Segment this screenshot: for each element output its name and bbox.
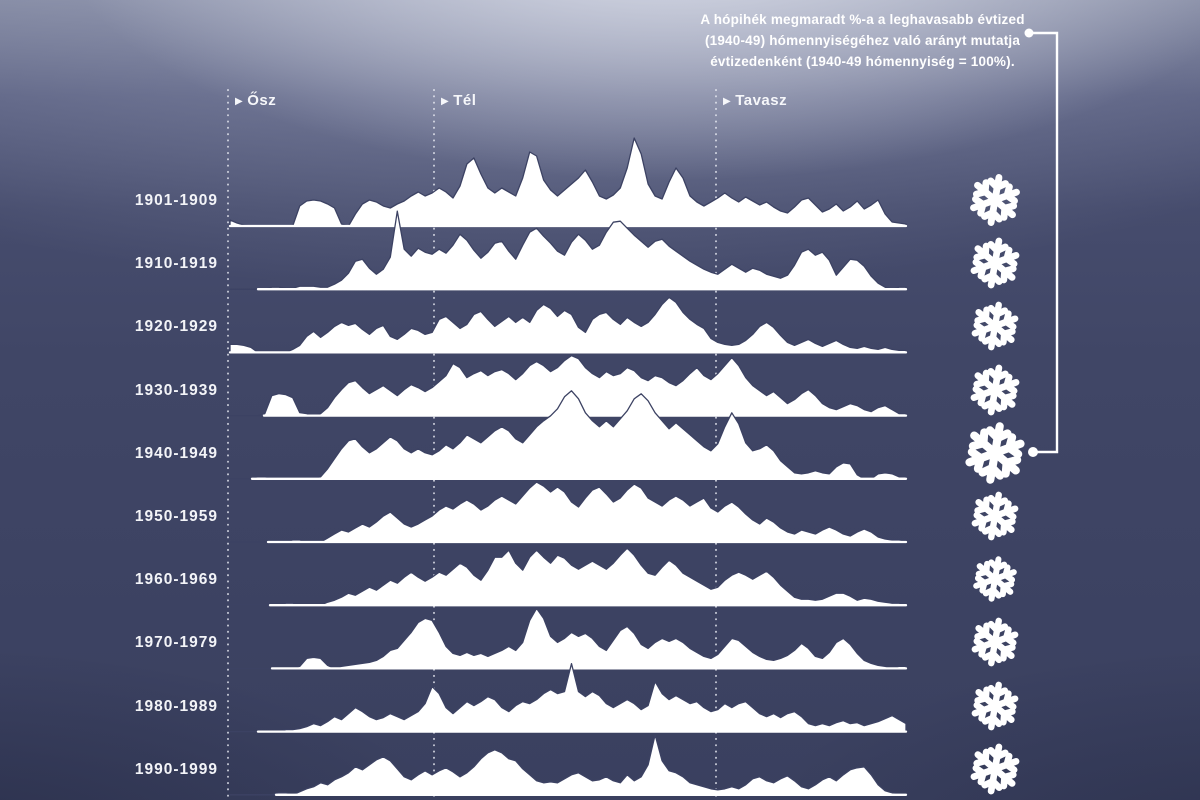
season-label-0 — [235, 92, 276, 109]
annotation-line-1: A hópihék megmaradt %-a a leghavasabb évtized — [700, 12, 1025, 27]
snowflake-icon-1980-1989 — [973, 682, 1017, 731]
decade-label-1901-1909: 1901-1909 — [134, 192, 218, 209]
snowflake-icon-1940-1949 — [967, 422, 1023, 484]
decade-label-1930-1939: 1930-1939 — [134, 382, 218, 399]
area-1950-1959 — [230, 482, 906, 542]
area-1990-1999 — [230, 735, 906, 795]
season-label-text: Ősz — [247, 92, 277, 109]
season-marker-triangle-icon: ▶ — [235, 96, 244, 107]
snowflake-icon-1901-1909 — [972, 174, 1019, 226]
annotation-connector-line — [1029, 33, 1057, 452]
season-label-text: Tavasz — [735, 92, 788, 109]
annotation-connector-dot-bottom — [1028, 447, 1038, 457]
area-1920-1929 — [230, 297, 906, 352]
area-1970-1979 — [230, 608, 906, 668]
snowflake-icon-1920-1929 — [973, 302, 1017, 351]
decade-label-1960-1969: 1960-1969 — [134, 571, 218, 588]
decade-label-1950-1959: 1950-1959 — [134, 508, 218, 525]
area-1980-1989 — [230, 664, 906, 732]
decade-label-1990-1999: 1990-1999 — [134, 761, 218, 778]
annotation-line-2: (1940-49) hómennyiségéhez való arányt mutatja — [704, 32, 1021, 48]
snowflake-icon-1990-1999 — [972, 744, 1018, 795]
decade-label-1980-1989: 1980-1989 — [134, 698, 218, 715]
snowflake-icon-1970-1979 — [973, 618, 1017, 667]
season-label-2 — [723, 92, 787, 109]
season-marker-triangle-icon: ▶ — [723, 96, 732, 107]
area-1901-1909 — [230, 138, 906, 226]
season-marker-triangle-icon: ▶ — [441, 96, 450, 107]
decade-label-1920-1929: 1920-1929 — [134, 318, 218, 335]
decade-label-1910-1919: 1910-1919 — [134, 255, 218, 272]
annotation — [690, 10, 1035, 73]
season-label-1 — [441, 92, 476, 109]
season-label-text: Tél — [453, 92, 477, 109]
snowflake-icon-1960-1969 — [974, 556, 1015, 601]
annotation-line-3: évtizedenként (1940-49 hómennyiség = 100%). — [710, 53, 1015, 69]
decade-label-1970-1979: 1970-1979 — [134, 634, 218, 651]
decade-label-1940-1949: 1940-1949 — [134, 445, 218, 462]
snowflake-icon-1910-1919 — [972, 238, 1018, 289]
area-1960-1969 — [230, 548, 906, 605]
snowflake-icon-1930-1939 — [972, 365, 1018, 416]
snowflake-icon-1950-1959 — [973, 492, 1017, 541]
